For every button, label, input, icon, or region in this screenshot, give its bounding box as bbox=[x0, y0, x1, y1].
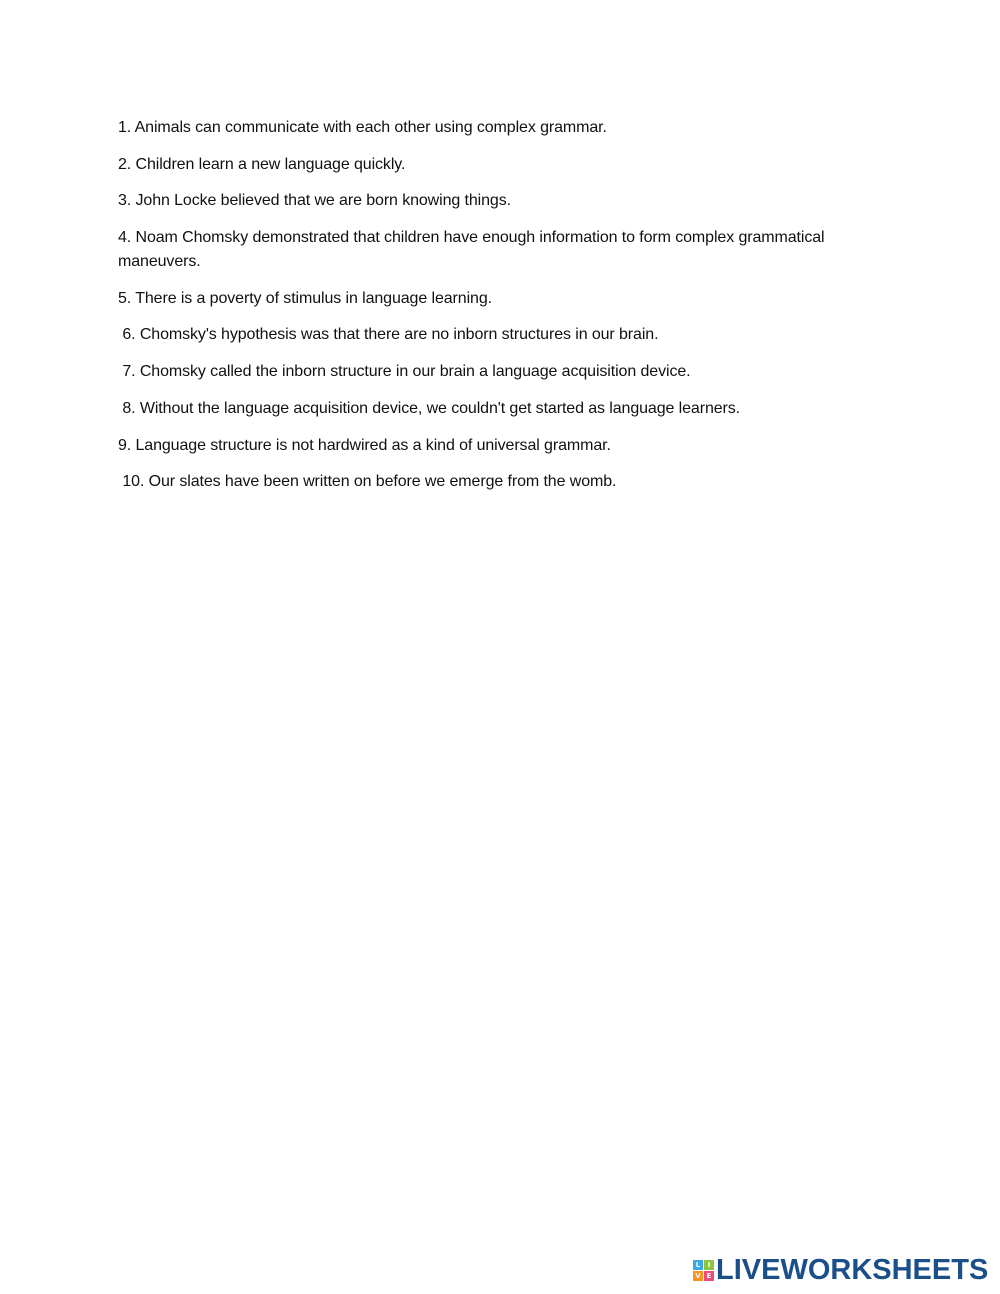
statement-2: 2. Children learn a new language quickly. bbox=[118, 155, 406, 173]
statement-list bbox=[118, 116, 878, 507]
logo-tiles-icon bbox=[693, 1260, 714, 1281]
statement-7: 7. Chomsky called the inborn structure in our brain a language acquisition device. bbox=[118, 363, 691, 381]
logo-tile-i: I bbox=[704, 1260, 714, 1270]
liveworksheets-logo bbox=[693, 1256, 988, 1284]
statement-10: 10. Our slates have been written on before we emerge from the womb. bbox=[118, 473, 617, 491]
logo-tile-v: V bbox=[693, 1271, 703, 1281]
statement-1: 1. Animals can communicate with each other using complex grammar. bbox=[118, 119, 607, 136]
statement-8: 8. Without the language acquisition device, we couldn't get started as language learners. bbox=[118, 399, 741, 417]
logo-tile-l: L bbox=[693, 1260, 703, 1270]
statement-6: 6. Chomsky's hypothesis was that there are no inborn structures in our brain. bbox=[118, 326, 659, 344]
statement-4: 4. Noam Chomsky demonstrated that children have enough information to form complex grammatical maneuvers. bbox=[118, 229, 829, 271]
statement-3: 3. John Locke believed that we are born knowing things. bbox=[118, 192, 511, 210]
logo-wordmark: LIVEWORKSHEETS bbox=[716, 1254, 989, 1286]
logo-tile-e: E bbox=[704, 1271, 714, 1281]
statement-9: 9. Language structure is not hardwired as a kind of universal grammar. bbox=[118, 436, 611, 454]
statement-5: 5. There is a poverty of stimulus in language learning. bbox=[118, 289, 492, 307]
